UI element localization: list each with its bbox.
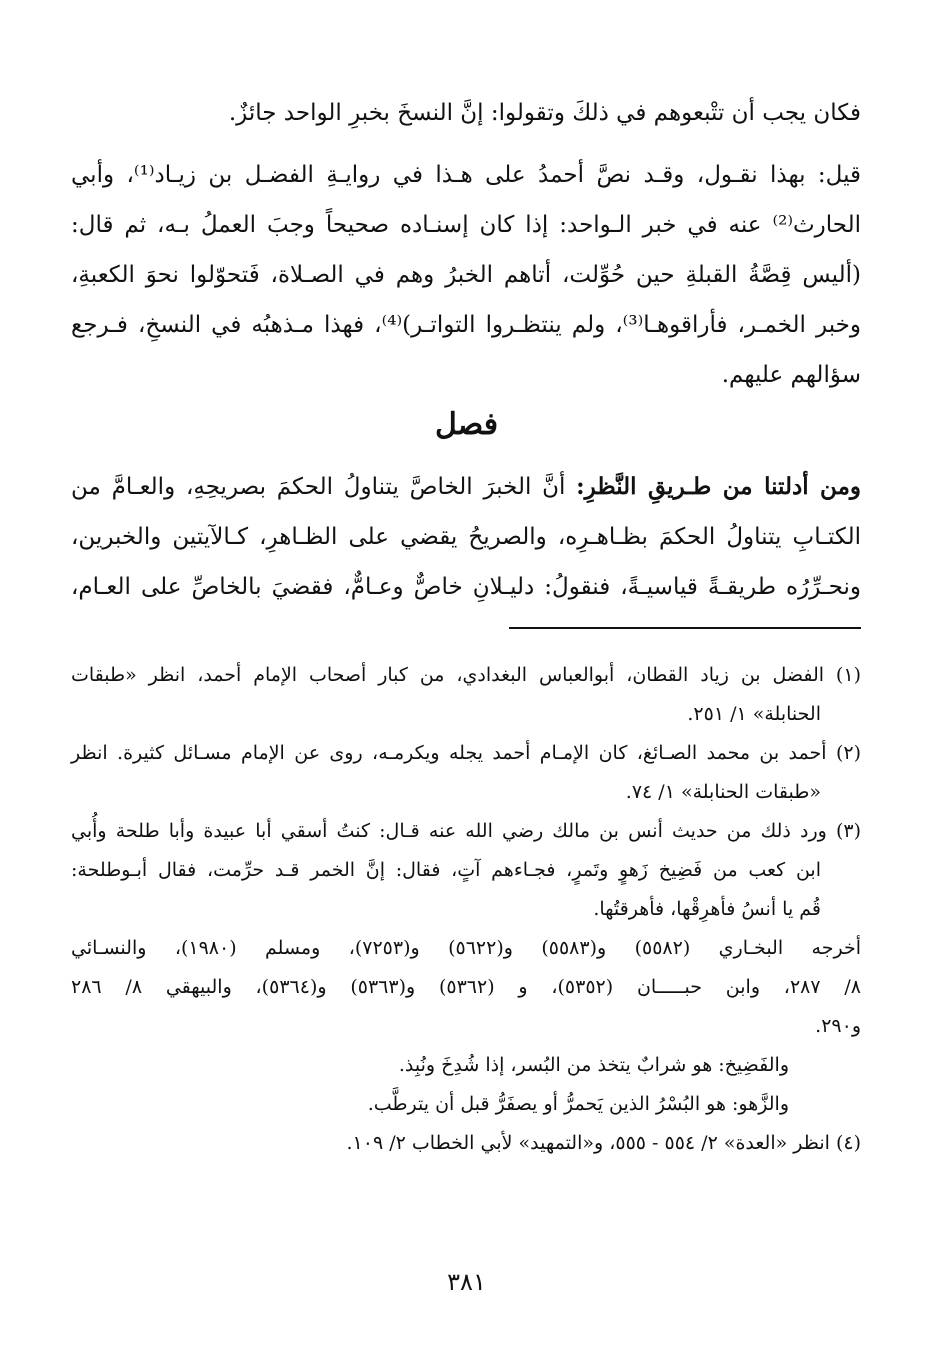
paragraph-2 <box>71 150 861 400</box>
paragraph-3-line: ونحـرِّرُه طريقـةً قياسيـةً، فنقولُ: دليـلانِ خاصٌّ وعـامٌّ، فقضيَ بالخاصِّ على العـام، <box>71 574 861 600</box>
footnote-line: (٢) أحمد بن محمد الصـائغ، كان الإمـام أحمد يجله ويكرمـه، روى عن الإمام مسـائل كثيرة. انظر <box>71 742 861 764</box>
footnote-line: قُم يا أنسُ فأهرِقْها، فأهرقتُها. <box>593 898 821 920</box>
paragraph-3 <box>71 462 861 612</box>
footnote-4 <box>71 1124 861 1163</box>
paragraph-3-line <box>71 462 861 512</box>
footnote-line: الحنابلة» ١/ ٢٥١. <box>687 703 821 725</box>
footnote-line: (٤) انظر «العدة» ٢/ ٥٥٤ - ٥٥٥، و«التمهيد» لأبي الخطاب ٢/ ١٠٩. <box>346 1132 861 1154</box>
footnote-sources-line: ٨/ ٢٨٧، وابن حبـــــان (٥٣٥٢)، و (٥٣٦٢) و(٥٣٦٣) و(٥٣٦٤)، والبيهقي ٨/ ٢٨٦ <box>71 976 861 998</box>
footnote-glossary-line: والزَّهو: هو البُسْرُ الذين يَحمرُّ أو يصفَرُّ قبل أن يترطَّب. <box>367 1093 789 1115</box>
footnote-line: (١) الفضل بن زياد القطان، أبوالعباس البغدادي، من كبار أصحاب الإمام أحمد، انظر «طبقات <box>71 664 861 686</box>
paragraph-3-line-rest: أنَّ الخبرَ الخاصَّ يتناولُ الحكمَ بصريحِهِ، والعـامَّ من <box>71 474 577 500</box>
footnote-line: (٣) ورد ذلك من حديث أنس بن مالك رضي الله عنه قـال: كنتُ أسقي أبا عبيدة وأبا طلحة وأُبي <box>71 820 861 842</box>
footnote-separator <box>509 627 861 629</box>
paragraph-2-line: سؤالهم عليهم. <box>721 362 861 388</box>
footnote-1 <box>71 656 861 734</box>
paragraph-2-line: الحارث⁽²⁾ عنه في خبر الـواحد: إذا كان إسنـاده صحيحاً وجبَ العملُ بـه، ثم قال: <box>71 212 861 238</box>
paragraph-3-lead: ومن أدلتنا من طـريقِ النَّظرِ: <box>576 473 861 500</box>
paragraph-2-line: قيل: بهذا نقـول، وقـد نصَّ أحمدُ على هـذا في روايـةِ الفضـل بن زيـاد⁽¹⁾، وأبي <box>71 162 862 188</box>
page-number: ٣٨١ <box>447 1268 486 1296</box>
footnote-sources-line: و٢٩٠. <box>815 1015 861 1037</box>
footnotes <box>71 656 861 1163</box>
footnote-line: ابن كعب من فَضِيخ زَهوٍ وتَمرٍ، فجـاءهم آتٍ، فقال: إنَّ الخمر قـد حرِّمت، فقال أبـوطلحة: <box>71 859 821 881</box>
paragraph-2-line: (أليس قِصَّةُ القبلةِ حين حُوِّلت، أتاهم الخبرُ وهم في الصـلاة، فَتحوّلوا نحوَ الكعبةِ، <box>71 262 861 288</box>
footnote-line: «طبقات الحنابلة» ١/ ٧٤. <box>625 781 821 803</box>
footnote-glossary-line: والفَضِيخ: هو شرابٌ يتخذ من البُسر، إذا شُدِخَ ونُبِذ. <box>398 1054 789 1076</box>
section-heading: فصل <box>434 407 499 442</box>
paragraph-1: فكان يجب أن تتْبعوهم في ذلكَ وتقولوا: إنَّ النسخَ بخبرِ الواحد جائزٌ. <box>228 100 861 126</box>
footnote-2 <box>71 734 861 812</box>
paragraph-3-line: الكتـابِ يتناولُ الحكمَ بظـاهـرِه، والصريحُ يقضي على الظـاهرِ، كـالآيتين والخبرين، <box>71 524 861 550</box>
footnote-sources-line: أخرجه البخـاري (٥٥٨٢) و(٥٥٨٣) و(٥٦٢٢) و(٧٢٥٣)، ومسلم (١٩٨٠)، والنسـائي <box>71 937 861 959</box>
paragraph-2-line: وخبر الخمـر، فأراقوهـا⁽³⁾، ولم ينتظـروا التواتـر)⁽⁴⁾، فهذا مـذهبُه في النسخِ، فـرجع <box>71 312 861 338</box>
footnote-3 <box>71 812 861 1124</box>
